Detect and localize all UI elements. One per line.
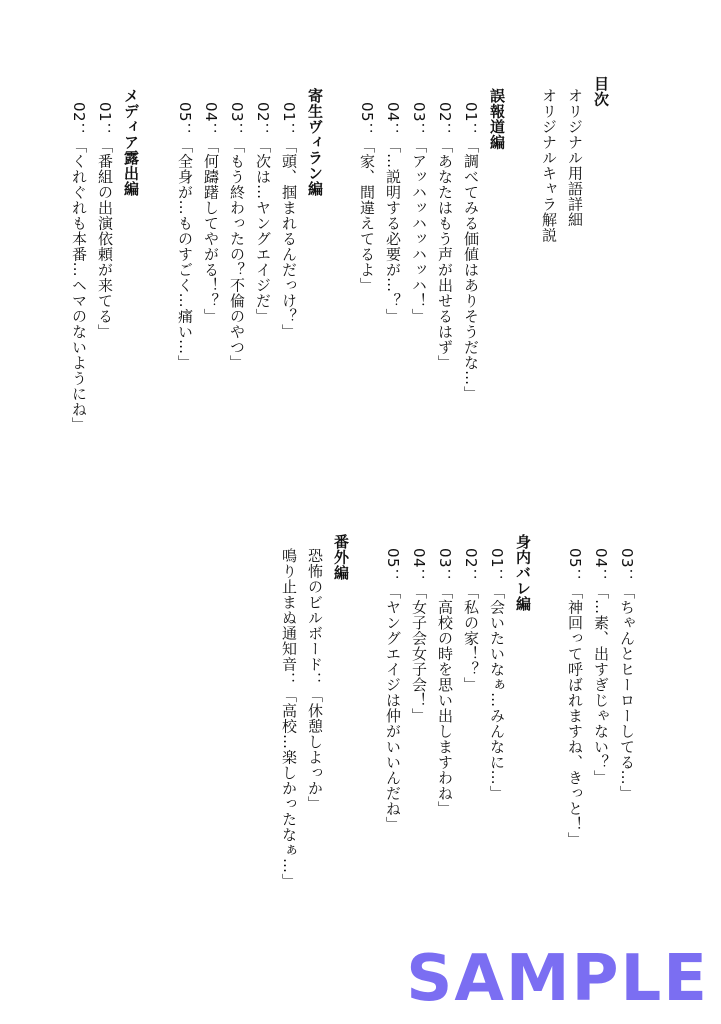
chapter-link[interactable]: 01：「会いたいなぁ…みんなに…」 xyxy=(488,548,506,801)
chapter-link[interactable]: 04：「…説明する必要が…？」 xyxy=(384,102,402,324)
chapter-link[interactable]: 03：「ちゃんとヒーローしてる…」 xyxy=(618,548,636,801)
chapter-link[interactable]: 04：「…素、出すぎじゃない？」 xyxy=(592,548,610,786)
section-heading-bangai: 番外編 xyxy=(332,534,350,581)
toc-item-terms[interactable]: オリジナル用語詳細 xyxy=(566,88,584,228)
section-heading-gohoudou: 誤報道編 xyxy=(488,88,506,150)
chapter-link[interactable]: 02：「くれぐれも本番…ヘマのないようにね」 xyxy=(70,102,88,433)
section-heading-miuchi-bare: 身内バレ編 xyxy=(514,534,532,612)
chapter-link[interactable]: 01：「調べてみる価値はありそうだな…」 xyxy=(462,102,480,402)
toc-title: 目次 xyxy=(592,76,610,107)
chapter-link[interactable]: 05：「ヤングエイジは仲がいいんだね」 xyxy=(384,548,402,832)
chapter-link[interactable]: 01：「番組の出演依頼が来てる」 xyxy=(96,102,114,340)
section-heading-media: メディア露出編 xyxy=(122,88,140,197)
chapter-link[interactable]: 01：「頭、掴まれるんだっけ？」 xyxy=(280,102,298,340)
chapter-link[interactable]: 02：「あなたはもう声が出せるはず」 xyxy=(436,102,454,371)
chapter-link[interactable]: 05：「神回って呼ばれますね、きっと！」 xyxy=(566,548,584,848)
chapter-link[interactable]: 恐怖のビルボード：「休憩しよっか」 xyxy=(306,548,324,812)
chapter-link[interactable]: 04：「女子会女子会！」 xyxy=(410,548,428,724)
section-heading-kisei-villain: 寄生ヴィラン編 xyxy=(306,88,324,197)
chapter-link[interactable]: 03：「もう終わったの？不倫のやつ」 xyxy=(228,102,246,371)
chapter-link[interactable]: 03：「アッハッハッハッハ！」 xyxy=(410,102,428,324)
chapter-link[interactable]: 05：「全身が…ものすごく…痛い…」 xyxy=(176,102,194,371)
chapter-link[interactable]: 03：「高校の時を思い出しますわね」 xyxy=(436,548,454,817)
sample-watermark: SAMPLE xyxy=(406,942,709,1016)
chapter-link[interactable]: 05：「家、間違えてるよ」 xyxy=(358,102,376,293)
chapter-link[interactable]: 04：「何躊躇してやがる！？」 xyxy=(202,102,220,324)
chapter-link[interactable]: 02：「私の家！？」 xyxy=(462,548,480,693)
chapter-link[interactable]: 02：「次は…ヤングエイジだ」 xyxy=(254,102,272,324)
toc-item-characters[interactable]: オリジナルキャラ解説 xyxy=(540,88,558,243)
chapter-link[interactable]: 鳴り止まぬ通知音：「高校…楽しかったなぁ…」 xyxy=(280,548,298,889)
